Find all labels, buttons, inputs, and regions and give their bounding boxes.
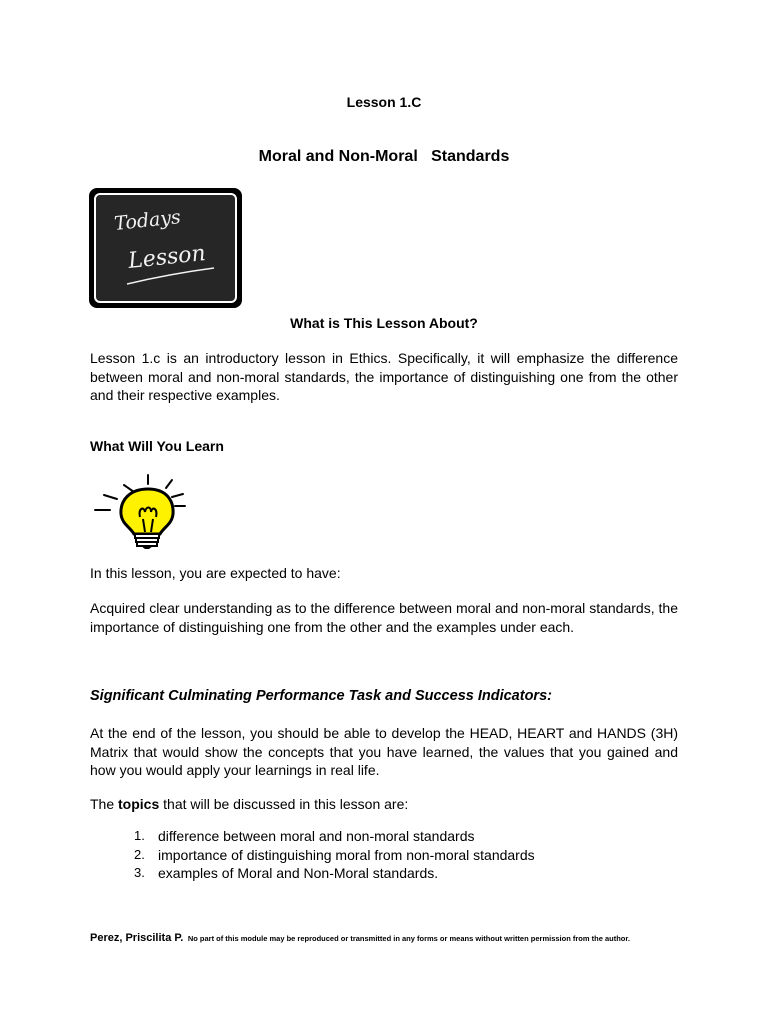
section-heading-learn: What Will You Learn xyxy=(90,438,224,454)
end-paragraph: At the end of the lesson, you should be able to develop the HEAD, HEART and HANDS (3H) Matrix that would show the concepts that you have learned, the values that you gained and how you would apply your learnings in real life. xyxy=(90,725,678,778)
acquired-paragraph: Acquired clear understanding as to the difference between moral and non-moral standards, the importance of distinguishing one from the other and the examples under each. xyxy=(90,600,678,635)
list-item: 3. examples of Moral and Non-Moral standards. xyxy=(134,865,439,882)
lesson-number: Lesson 1.C xyxy=(346,94,422,110)
footer-author: Perez, Priscilita P. xyxy=(90,932,184,944)
list-item: 1. difference between moral and non-moral standards xyxy=(134,828,475,844)
chalkboard-line-2: Lesson xyxy=(127,240,207,274)
topics-intro: The topics that will be discussed in this lesson are: xyxy=(90,796,409,812)
expected-text: In this lesson, you are expected to have: xyxy=(90,565,341,581)
footer xyxy=(90,928,690,948)
footer-notice: No part of this module may be reproduced or transmitted in any forms or means without written permission from the author. xyxy=(187,934,630,943)
section-heading-about: What is This Lesson About? xyxy=(290,315,478,331)
chalkboard-icon xyxy=(89,188,242,308)
section-heading-task: Significant Culminating Performance Task and Success Indicators: xyxy=(90,688,552,704)
lightbulb-icon xyxy=(90,472,202,550)
topics-list xyxy=(134,827,535,883)
intro-paragraph: Lesson 1.c is an introductory lesson in Ethics. Specifically, it will emphasize the difference between moral and non-moral standards, the importance of distinguishing one from the other and their respective examples. xyxy=(90,350,678,403)
list-item: 2. importance of distinguishing moral from non-moral standards xyxy=(134,846,535,863)
chalkboard-line-1: Todays xyxy=(113,206,182,235)
page-title: Moral and Non-Moral Standards xyxy=(258,148,510,165)
